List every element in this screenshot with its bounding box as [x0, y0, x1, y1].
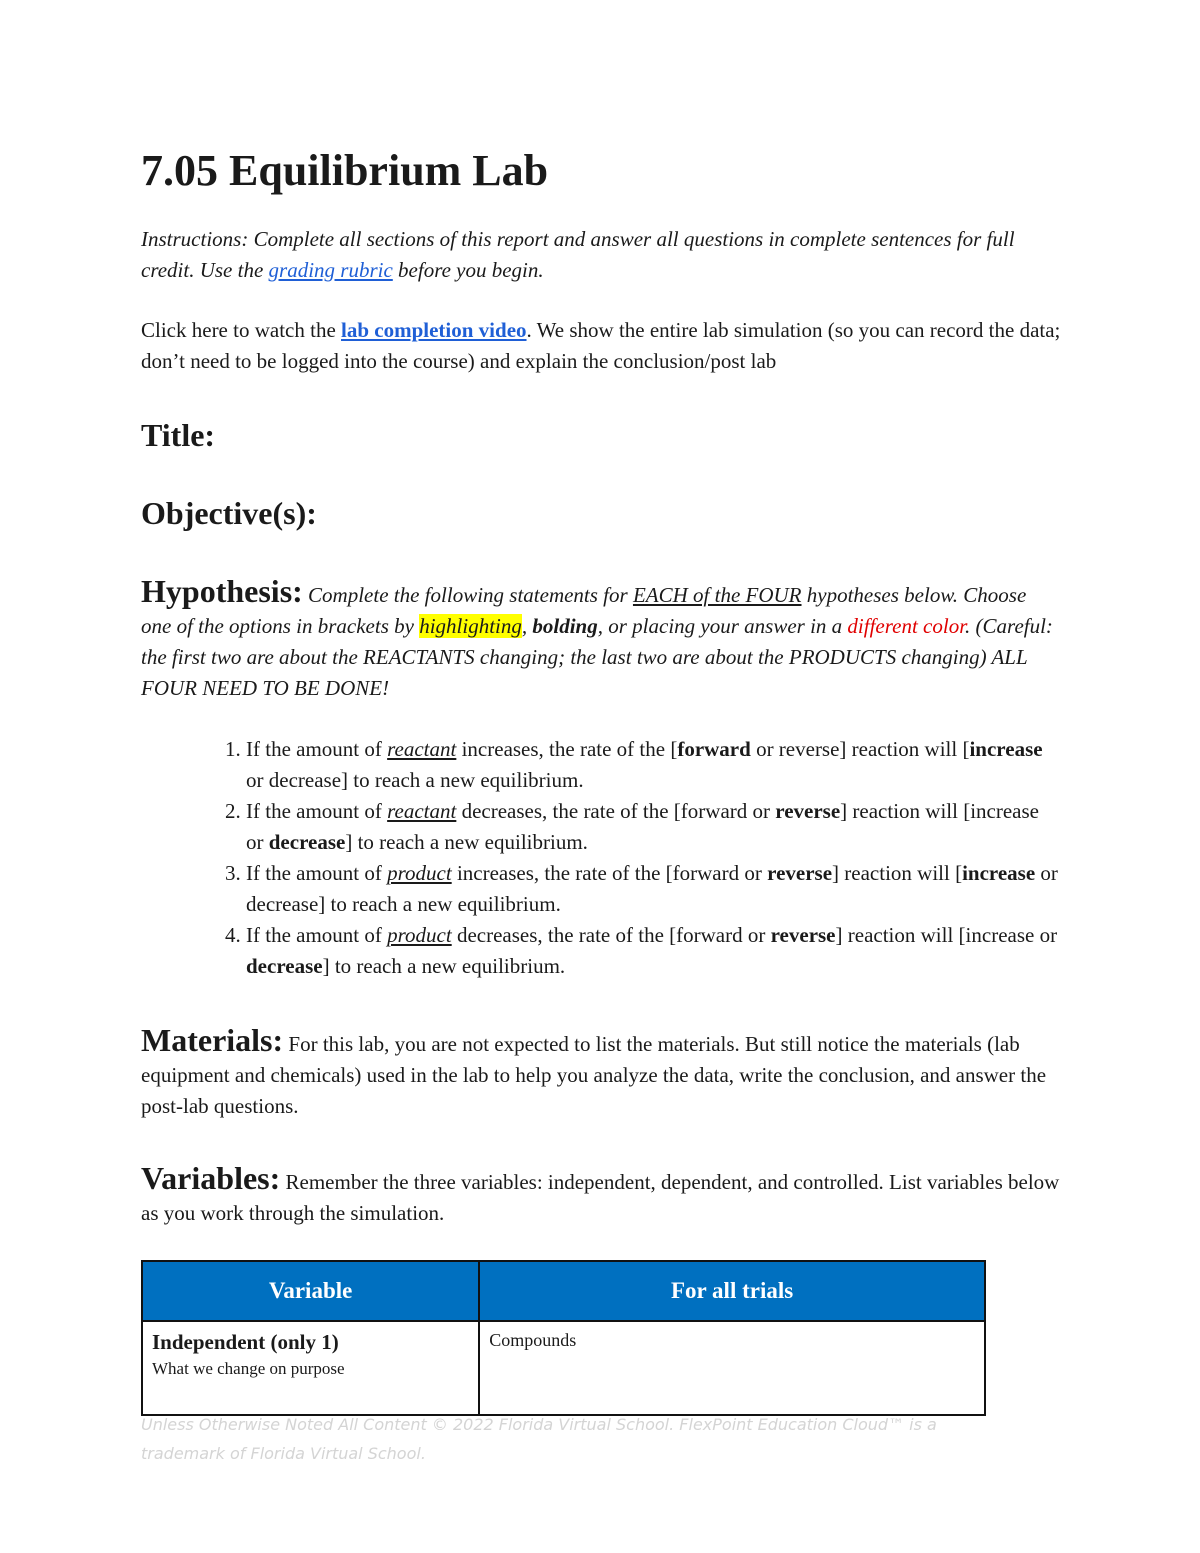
hypothesis-heading: Hypothesis: [141, 573, 303, 609]
bold-example: bolding [532, 614, 598, 638]
color-example: different color [847, 614, 966, 638]
video-text: Click here to watch the [141, 318, 342, 342]
title-heading: Title: [141, 417, 216, 453]
hypothesis-emphasis: EACH of the FOUR [632, 583, 802, 607]
grading-rubric-link[interactable]: grading rubric [268, 258, 393, 282]
hypothesis-item: 1. If the amount of reactant increases, the rate of the [forward or reverse] reaction will [increase or decrease] to reach a new equilibrium. [246, 734, 1061, 796]
column-header-variable: Variable [142, 1261, 479, 1321]
hypothesis-section [141, 571, 1061, 704]
copyright-footer: Unless Otherwise Noted All Content © 2022 Florida Virtual School. FlexPoint Education Cloud™ is a trademark of Florida Virtual School. [141, 1415, 937, 1463]
variable-cell [142, 1321, 479, 1415]
materials-section [141, 1020, 1061, 1122]
variables-text: Remember the three variables: independent, dependent, and controlled. List variables below as you work through the simulation. [141, 1170, 1060, 1225]
materials-heading: Materials: [141, 1022, 284, 1058]
hypothesis-item: 3. If the amount of product increases, the rate of the [forward or reverse] reaction will [increase or decrease] to reach a new equilibrium. [246, 858, 1061, 920]
highlight-example: highlighting [419, 614, 522, 638]
hypothesis-item: 2. If the amount of reactant decreases, the rate of the [forward or reverse] reaction will [increase or decrease] to reach a new equilibrium. [246, 796, 1061, 858]
video-paragraph [141, 315, 1061, 377]
instructions [141, 224, 1061, 286]
hypothesis-item: 4. If the amount of product decreases, the rate of the [forward or reverse] reaction will [increase or decrease] to reach a new equilibrium. [246, 920, 1061, 982]
variable-value: Compounds [489, 1330, 577, 1350]
value-cell[interactable] [479, 1321, 985, 1415]
table-header-row [142, 1261, 985, 1321]
hypothesis-text: Complete the following statements for [302, 583, 633, 607]
variables-table [141, 1260, 986, 1416]
variable-name: Independent (only 1) [152, 1330, 339, 1354]
lab-completion-video-link[interactable]: lab completion video [341, 318, 527, 342]
video-text-end: . We show the entire lab simulation (so you can record the data; don’t need to be logged into the course) and explain the conclusion/post lab [141, 318, 1061, 373]
hypothesis-text: , [521, 614, 533, 638]
document-page [141, 140, 1061, 1416]
table-row [142, 1321, 985, 1415]
variables-section [141, 1158, 1061, 1229]
variables-heading: Variables: [141, 1160, 281, 1196]
objective-heading: Objective(s): [141, 495, 317, 531]
variable-description: What we change on purpose [152, 1359, 345, 1378]
column-header-all-trials: For all trials [479, 1261, 985, 1321]
hypothesis-list [141, 734, 1061, 982]
instructions-text: Instructions: Complete all sections of this report and answer all questions in complete sentences for full credit. Use the [141, 227, 1015, 282]
page-title: 7.05 Equilibrium Lab [141, 146, 549, 195]
hypothesis-text: hypotheses below. Choose one of the options in brackets by [141, 583, 1027, 638]
materials-text: For this lab, you are not expected to list the materials. But still notice the materials (lab equipment and chemicals) used in the lab to help you analyze the data, write the conclusion, and answer the post-lab questions. [141, 1032, 1047, 1118]
instructions-text-end: before you begin. [392, 258, 544, 282]
hypothesis-text: , or placing your answer in a [597, 614, 848, 638]
hypothesis-text: . (Careful: the first two are about the REACTANTS changing; the last two are about the PRODUCTS changing) ALL FOUR NEED TO BE DONE! [141, 614, 1053, 700]
